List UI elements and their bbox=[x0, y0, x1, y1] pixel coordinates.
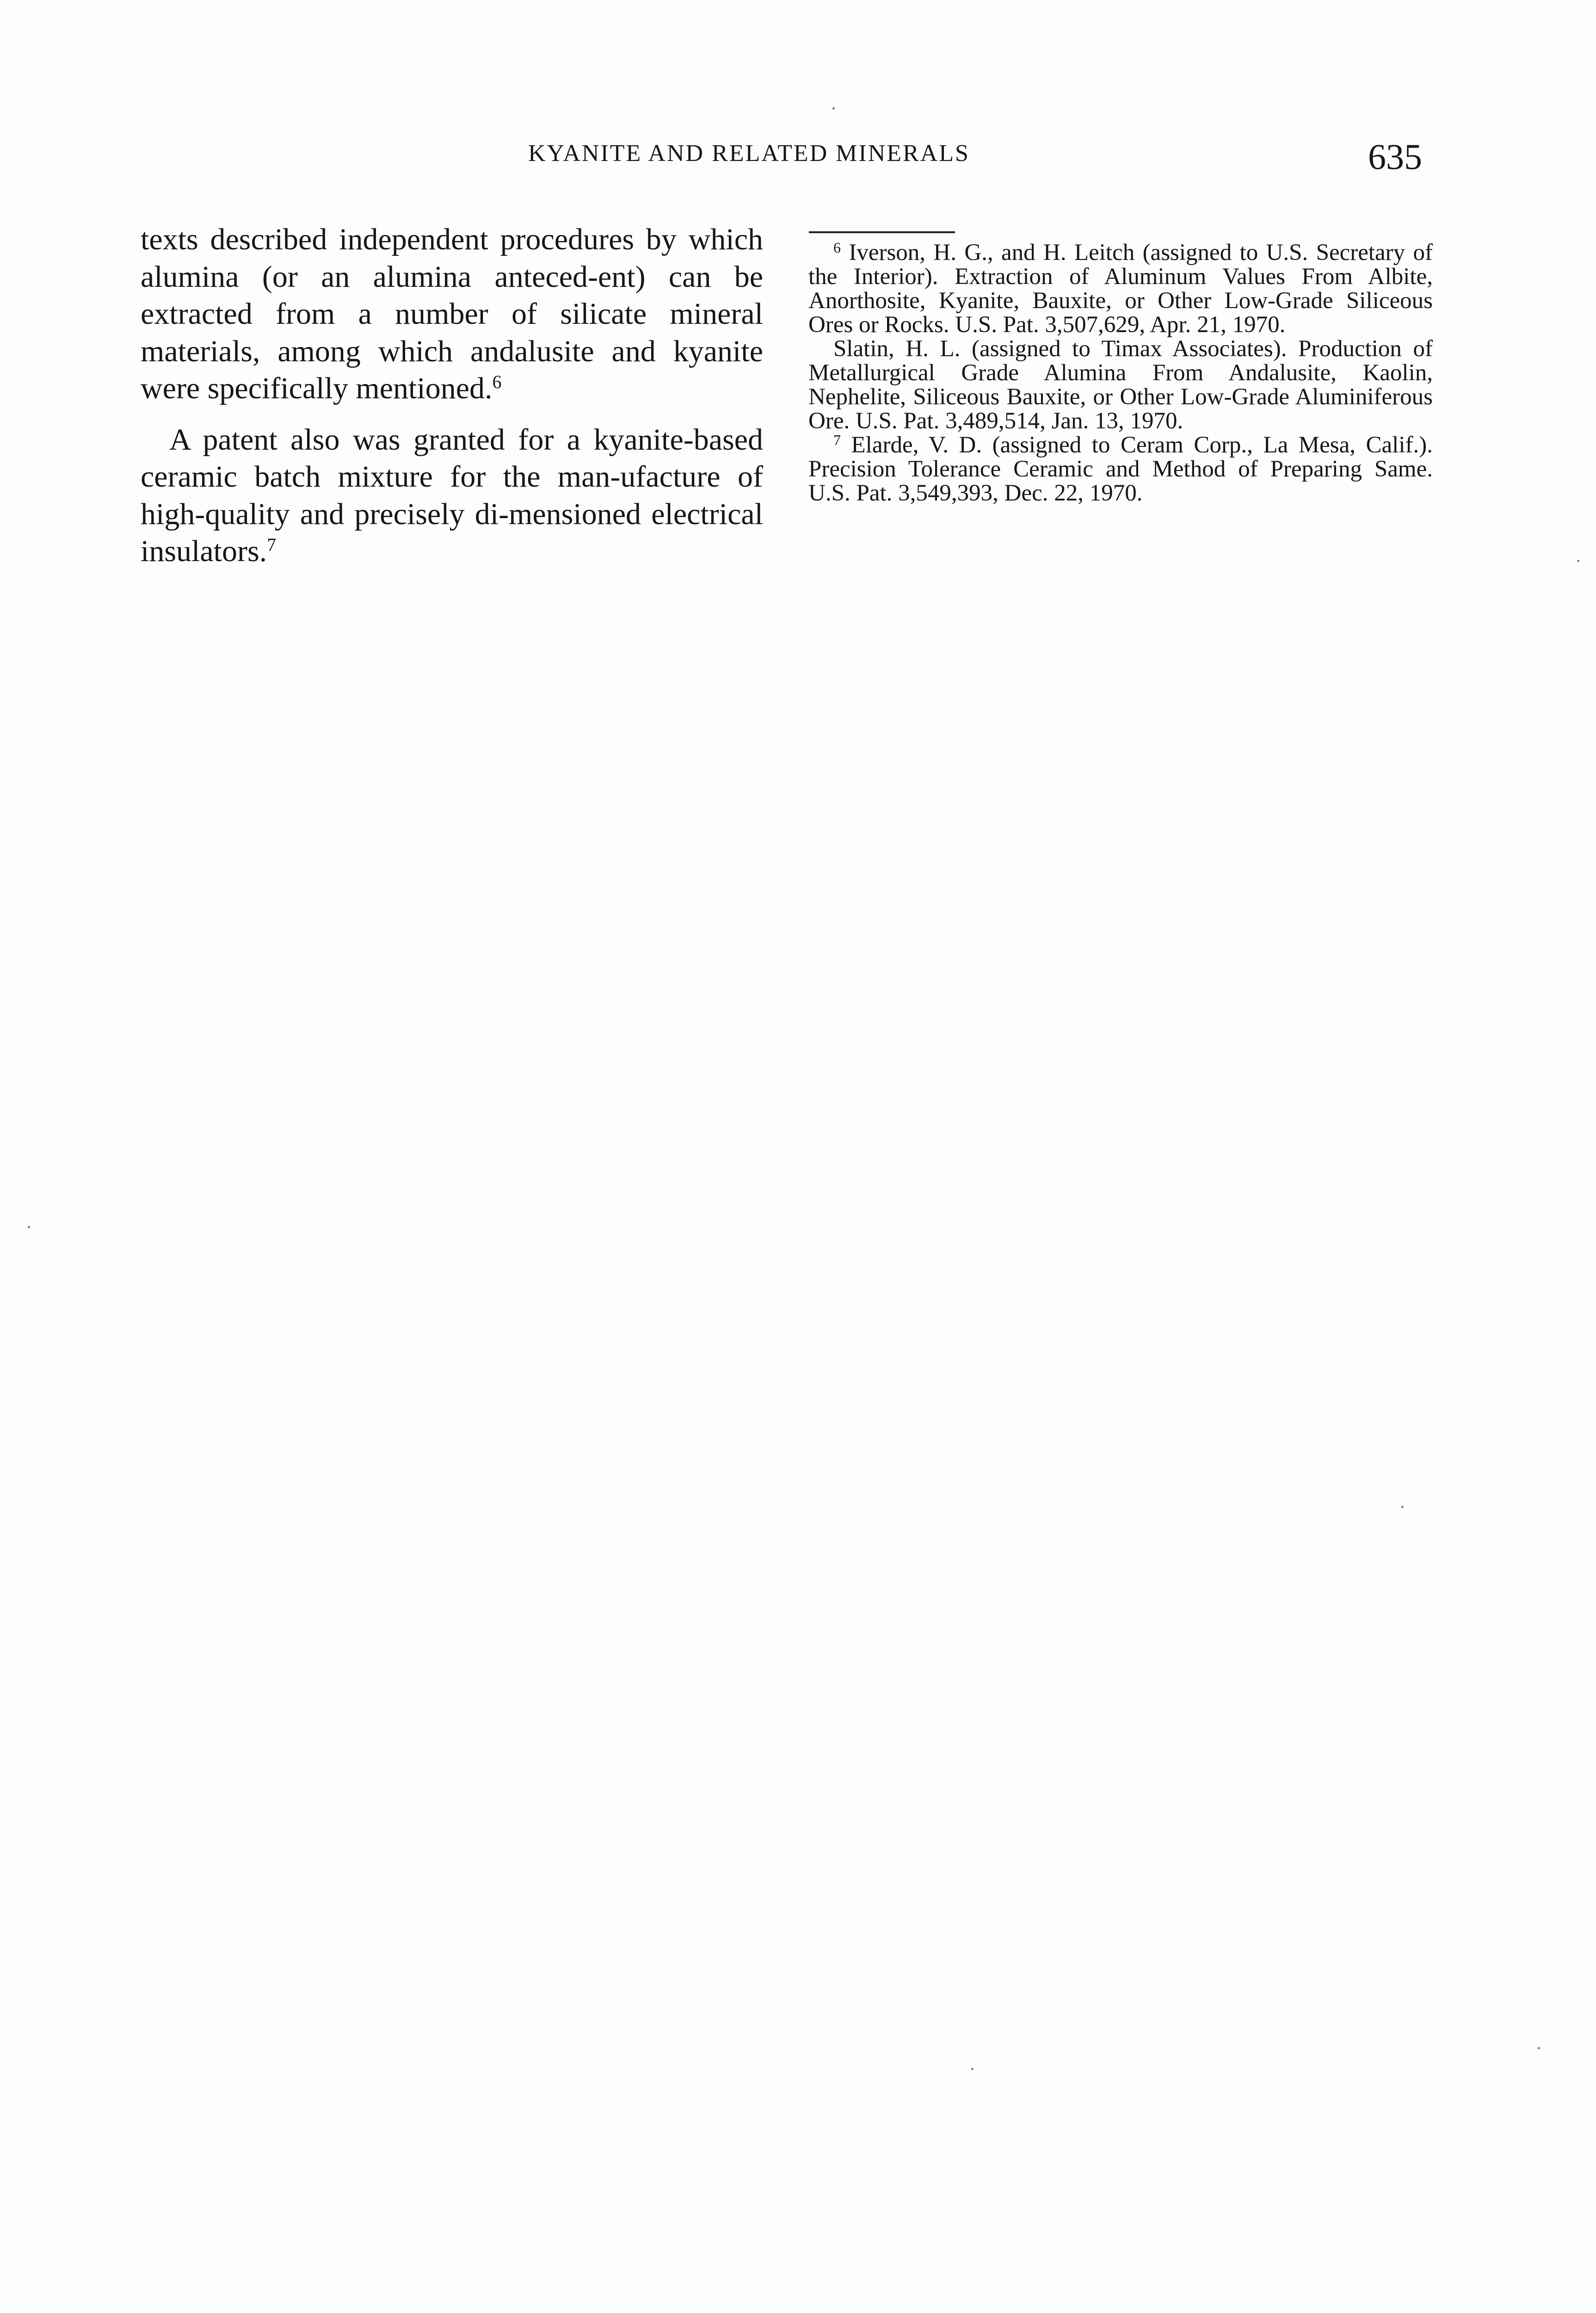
paper-speck bbox=[28, 1226, 30, 1228]
footnote-reference: 7 bbox=[267, 534, 277, 555]
body-paragraph bbox=[141, 221, 763, 408]
paper-speck bbox=[1577, 560, 1579, 562]
footnote-reference: 6 bbox=[492, 371, 502, 392]
footnote bbox=[808, 241, 1433, 337]
body-paragraph bbox=[141, 421, 763, 570]
page-number: 635 bbox=[1368, 136, 1422, 177]
footnote bbox=[808, 337, 1433, 433]
footnote-separator-rule bbox=[809, 231, 955, 233]
paragraph-text: texts described independent procedures by which alumina (or an alumina anteced-ent) can be extracted from a number of silicate mineral materials, among which andalusite and kyanite were specifically mentioned. bbox=[141, 223, 763, 405]
footnote-text: Iverson, H. G., and H. Leitch (assigned to U.S. Secretary of the Interior). Extraction of Aluminum Values From Albite, Anorthosite, Kyanite, Bauxite, or Other Low-Grade Siliceous Ores or Rocks. U.S. Pat. 3,507,629, Apr. 21, 1970. bbox=[808, 240, 1433, 338]
footnote-marker: 7 bbox=[833, 432, 841, 448]
paper-speck bbox=[832, 107, 835, 110]
footnote-text: Slatin, H. L. (assigned to Timax Associates). Production of Metallurgical Grade Alumina From Andalusite, Kaolin, Nephelite, Siliceous Bauxite, or Other Low-Grade Aluminiferous Ore. U.S. Pat. 3,489,514, Jan. 13, 1970. bbox=[808, 336, 1433, 434]
paper-speck bbox=[1538, 2047, 1540, 2049]
footnotes-column bbox=[808, 241, 1433, 505]
footnote-text: Elarde, V. D. (assigned to Ceram Corp., La Mesa, Calif.). Precision Tolerance Ceramic and Method of Preparing Same. U.S. Pat. 3,549,393, Dec. 22, 1970. bbox=[808, 432, 1433, 506]
paper-speck bbox=[1401, 1506, 1404, 1508]
footnote-marker: 6 bbox=[833, 239, 841, 256]
body-text-column bbox=[141, 221, 763, 570]
paragraph-text: A patent also was granted for a kyanite-based ceramic batch mixture for the man-ufacture of high-quality and precisely di-mensioned electrical insulators. bbox=[141, 422, 763, 568]
running-head: KYANITE AND RELATED MINERALS bbox=[528, 140, 970, 167]
footnote bbox=[808, 433, 1433, 505]
paper-speck bbox=[971, 2068, 974, 2070]
